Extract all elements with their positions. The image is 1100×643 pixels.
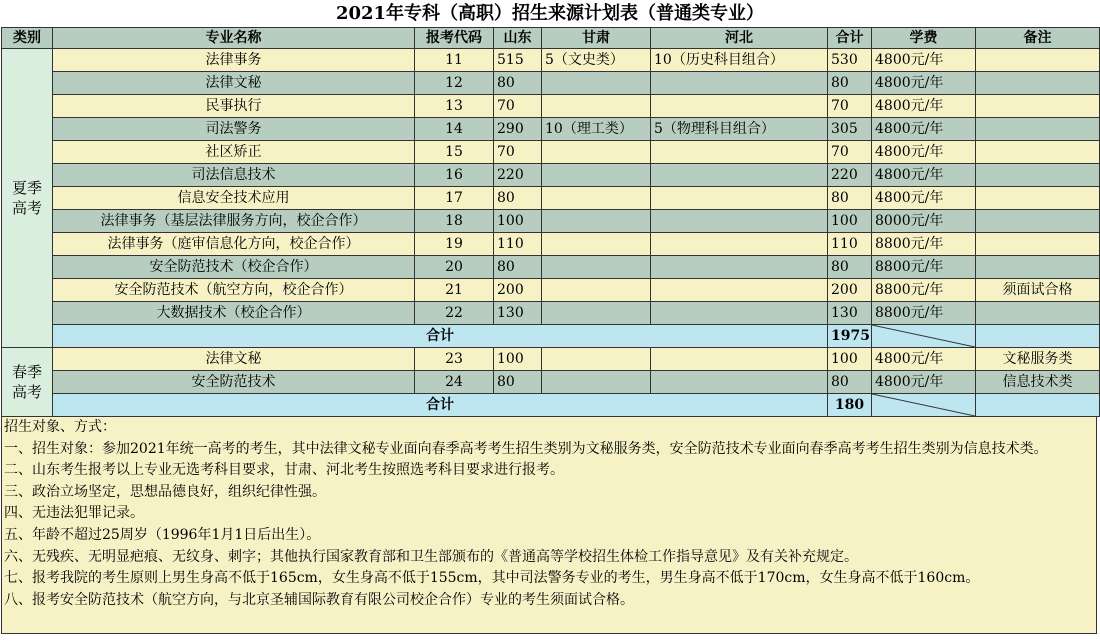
remark-cell <box>976 302 1100 325</box>
spring-total-row <box>2 394 1100 417</box>
tuition-cell: 4800元/年 <box>872 95 976 118</box>
note-line: 二、山东考生报考以上专业无选考科目要求，甘肃、河北考生按照选考科目要求进行报考。 <box>4 462 564 479</box>
major-name-cell: 信息安全技术应用 <box>53 187 415 210</box>
exam-code-cell: 12 <box>415 72 494 95</box>
table-header-row <box>2 28 1100 49</box>
gansu-quota-cell <box>542 371 651 394</box>
table-row <box>2 118 1100 141</box>
spring-category-label: 春季高考 <box>11 363 42 401</box>
exam-code-cell: 16 <box>415 164 494 187</box>
hebei-quota-cell: 5（物理科目组合） <box>651 118 828 141</box>
exam-code-cell: 11 <box>415 49 494 72</box>
table-row <box>2 348 1100 371</box>
row-total-cell: 80 <box>828 72 872 95</box>
exam-code-cell: 20 <box>415 256 494 279</box>
tuition-cell: 8800元/年 <box>872 279 976 302</box>
table-row <box>2 164 1100 187</box>
header-shandong: 山东 <box>494 28 542 49</box>
remark-cell <box>976 141 1100 164</box>
tuition-cell: 8800元/年 <box>872 233 976 256</box>
shandong-quota-cell: 110 <box>494 233 542 256</box>
tuition-cell: 8000元/年 <box>872 210 976 233</box>
tuition-cell: 4800元/年 <box>872 118 976 141</box>
major-name-cell: 法律事务（基层法律服务方向，校企合作） <box>53 210 415 233</box>
row-total-cell: 130 <box>828 302 872 325</box>
row-total-cell: 80 <box>828 371 872 394</box>
gansu-quota-cell <box>542 187 651 210</box>
shandong-quota-cell: 80 <box>494 72 542 95</box>
row-total-cell: 100 <box>828 348 872 371</box>
header-exam-code: 报考代码 <box>415 28 494 49</box>
remark-cell <box>976 187 1100 210</box>
table-row <box>2 279 1100 302</box>
remark-cell <box>976 256 1100 279</box>
gansu-quota-cell <box>542 348 651 371</box>
remark-cell <box>976 164 1100 187</box>
shandong-quota-cell: 290 <box>494 118 542 141</box>
table-row <box>2 233 1100 256</box>
shandong-quota-cell: 70 <box>494 141 542 164</box>
remark-cell <box>976 118 1100 141</box>
major-name-cell: 安全防范技术（航空方向，校企合作） <box>53 279 415 302</box>
spring-category-cell <box>2 348 53 417</box>
tuition-cell: 8800元/年 <box>872 256 976 279</box>
hebei-quota-cell <box>651 95 828 118</box>
major-name-cell: 社区矫正 <box>53 141 415 164</box>
table-row <box>2 256 1100 279</box>
shandong-quota-cell: 130 <box>494 302 542 325</box>
note-line: 六、无残疾、无明显疤痕、无纹身、刺字；其他执行国家教育部和卫生部颁布的《普通高等学校招生体检工作指导意见》及有关补充规定。 <box>4 548 858 565</box>
spring-total-diagonal <box>872 394 976 417</box>
shandong-quota-cell: 80 <box>494 371 542 394</box>
table-row <box>2 210 1100 233</box>
remark-cell <box>976 95 1100 118</box>
major-name-cell: 安全防范技术（校企合作） <box>53 256 415 279</box>
header-category: 类别 <box>2 28 53 49</box>
major-name-cell: 法律文秘 <box>53 348 415 371</box>
hebei-quota-cell <box>651 256 828 279</box>
row-total-cell: 70 <box>828 141 872 164</box>
hebei-quota-cell <box>651 302 828 325</box>
header-hebei: 河北 <box>651 28 828 49</box>
table-row <box>2 95 1100 118</box>
hebei-quota-cell <box>651 187 828 210</box>
major-name-cell: 法律事务（庭审信息化方向，校企合作） <box>53 233 415 256</box>
shandong-quota-cell: 515 <box>494 49 542 72</box>
shandong-quota-cell: 70 <box>494 95 542 118</box>
table-row <box>2 72 1100 95</box>
hebei-quota-cell <box>651 141 828 164</box>
note-line: 招生对象、方式： <box>4 419 116 435</box>
summer-total-remark <box>976 325 1100 348</box>
major-name-cell: 司法信息技术 <box>53 164 415 187</box>
header-total: 合计 <box>828 28 872 49</box>
row-total-cell: 220 <box>828 164 872 187</box>
remark-cell: 文秘服务类 <box>976 348 1100 371</box>
row-total-cell: 100 <box>828 210 872 233</box>
shandong-quota-cell: 100 <box>494 348 542 371</box>
gansu-quota-cell <box>542 233 651 256</box>
exam-code-cell: 17 <box>415 187 494 210</box>
gansu-quota-cell <box>542 256 651 279</box>
header-remarks: 备注 <box>976 28 1100 49</box>
header-gansu: 甘肃 <box>542 28 651 49</box>
tuition-cell: 4800元/年 <box>872 348 976 371</box>
spring-total-remark <box>976 394 1100 417</box>
major-name-cell: 大数据技术（校企合作） <box>53 302 415 325</box>
row-total-cell: 80 <box>828 187 872 210</box>
tuition-cell: 8800元/年 <box>872 302 976 325</box>
gansu-quota-cell <box>542 164 651 187</box>
hebei-quota-cell <box>651 348 828 371</box>
exam-code-cell: 23 <box>415 348 494 371</box>
note-line: 八、报考安全防范技术（航空方向，与北京圣辅国际教育有限公司校企合作）专业的考生须面试合格。 <box>4 591 634 608</box>
document-title: 2021年专科（高职）招生来源计划表（普通类专业） <box>335 3 765 24</box>
note-line: 一、招生对象：参加2021年统一高考的考生，其中法律文秘专业面向春季高考考生招生类别为文秘服务类，安全防范技术专业面向春季高考考生招生类别为信息技术类。 <box>4 440 1048 457</box>
major-name-cell: 安全防范技术 <box>53 371 415 394</box>
gansu-quota-cell <box>542 72 651 95</box>
major-name-cell: 司法警务 <box>53 118 415 141</box>
exam-code-cell: 18 <box>415 210 494 233</box>
hebei-quota-cell <box>651 371 828 394</box>
header-tuition: 学费 <box>872 28 976 49</box>
remark-cell <box>976 210 1100 233</box>
tuition-cell: 4800元/年 <box>872 164 976 187</box>
remark-cell: 须面试合格 <box>976 279 1100 302</box>
gansu-quota-cell <box>542 210 651 233</box>
row-total-cell: 305 <box>828 118 872 141</box>
summer-total-value: 1975 <box>828 325 872 348</box>
tuition-cell: 4800元/年 <box>872 72 976 95</box>
shandong-quota-cell: 80 <box>494 187 542 210</box>
major-name-cell: 民事执行 <box>53 95 415 118</box>
table-row <box>2 302 1100 325</box>
summer-category-cell <box>2 49 53 348</box>
exam-code-cell: 13 <box>415 95 494 118</box>
spring-total-label: 合计 <box>53 394 828 417</box>
hebei-quota-cell <box>651 72 828 95</box>
gansu-quota-cell <box>542 95 651 118</box>
exam-code-cell: 15 <box>415 141 494 164</box>
spring-total-value: 180 <box>828 394 872 417</box>
gansu-quota-cell: 5（文史类） <box>542 49 651 72</box>
shandong-quota-cell: 80 <box>494 256 542 279</box>
summer-total-label: 合计 <box>53 325 828 348</box>
note-line: 三、政治立场坚定，思想品德良好，组织纪律性强。 <box>4 483 326 500</box>
note-line: 五、年龄不超过25周岁（1996年1月1日后出生）。 <box>4 526 321 543</box>
tuition-cell: 4800元/年 <box>872 371 976 394</box>
shandong-quota-cell: 100 <box>494 210 542 233</box>
shandong-quota-cell: 200 <box>494 279 542 302</box>
table-row <box>2 49 1100 72</box>
major-name-cell: 法律文秘 <box>53 72 415 95</box>
hebei-quota-cell <box>651 210 828 233</box>
tuition-cell: 4800元/年 <box>872 49 976 72</box>
summer-category-label: 夏季高考 <box>11 179 42 217</box>
row-total-cell: 530 <box>828 49 872 72</box>
major-name-cell: 法律事务 <box>53 49 415 72</box>
hebei-quota-cell <box>651 164 828 187</box>
note-line: 四、无违法犯罪记录。 <box>4 505 144 522</box>
tuition-cell: 4800元/年 <box>872 141 976 164</box>
header-major-name: 专业名称 <box>53 28 415 49</box>
exam-code-cell: 19 <box>415 233 494 256</box>
gansu-quota-cell <box>542 279 651 302</box>
row-total-cell: 70 <box>828 95 872 118</box>
note-line: 七、报考我院的考生原则上男生身高不低于165cm，女生身高不低于155cm，其中司法警务专业的考生，男生身高不低于170cm，女生身高不低于160cm。 <box>4 570 980 587</box>
enrollment-plan-table <box>1 27 1100 417</box>
tuition-cell: 4800元/年 <box>872 187 976 210</box>
exam-code-cell: 21 <box>415 279 494 302</box>
exam-code-cell: 14 <box>415 118 494 141</box>
remark-cell <box>976 49 1100 72</box>
row-total-cell: 80 <box>828 256 872 279</box>
shandong-quota-cell: 220 <box>494 164 542 187</box>
table-row <box>2 371 1100 394</box>
hebei-quota-cell <box>651 233 828 256</box>
gansu-quota-cell: 10（理工类） <box>542 118 651 141</box>
row-total-cell: 200 <box>828 279 872 302</box>
exam-code-cell: 24 <box>415 371 494 394</box>
remark-cell <box>976 233 1100 256</box>
table-row <box>2 187 1100 210</box>
exam-code-cell: 22 <box>415 302 494 325</box>
remark-cell <box>976 72 1100 95</box>
hebei-quota-cell: 10（历史科目组合） <box>651 49 828 72</box>
hebei-quota-cell <box>651 279 828 302</box>
row-total-cell: 110 <box>828 233 872 256</box>
table-row <box>2 141 1100 164</box>
summer-total-row <box>2 325 1100 348</box>
table-body <box>2 49 1100 417</box>
gansu-quota-cell <box>542 141 651 164</box>
enrollment-notes <box>1 417 1097 634</box>
gansu-quota-cell <box>542 302 651 325</box>
remark-cell: 信息技术类 <box>976 371 1100 394</box>
summer-total-diagonal <box>872 325 976 348</box>
